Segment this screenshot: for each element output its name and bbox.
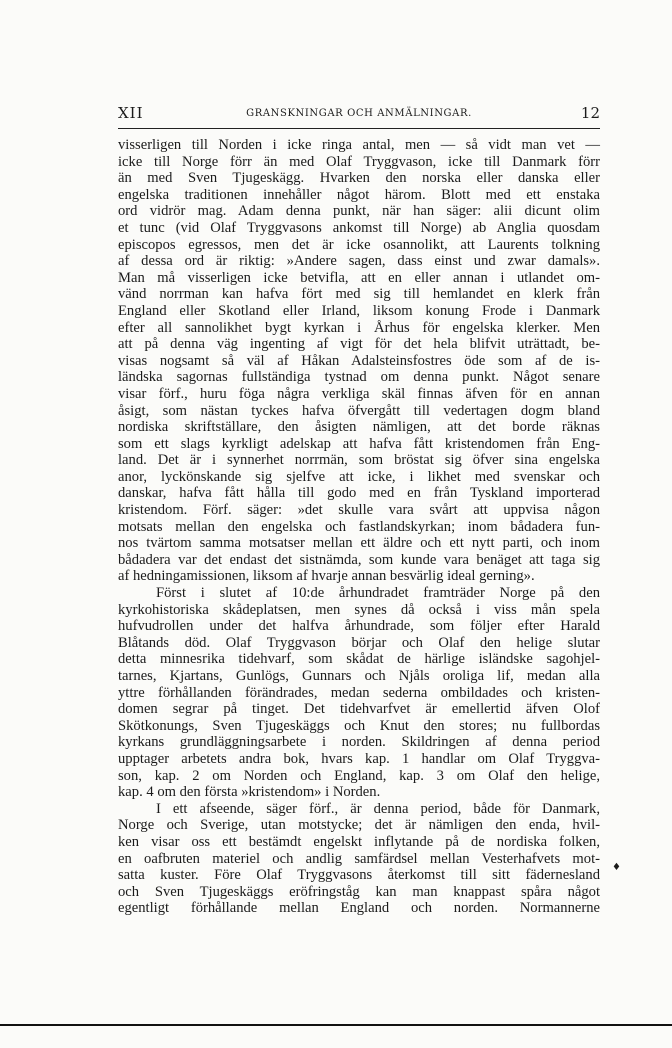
- text-line: engelska traditionen innehåller något härom. Blott med ett enstaka: [118, 186, 600, 203]
- page-roman-numeral: XII: [118, 104, 144, 122]
- body-text: [118, 137, 600, 917]
- margin-marker: ♦: [612, 862, 621, 873]
- text-line: kristendom. Förf. säger: »det skulle vara svårt att uppvisa någon: [118, 502, 600, 519]
- text-line: bådadera var det endast det sistnämda, som kunde vara benäget att taga sig: [118, 551, 600, 568]
- running-header: [118, 104, 600, 126]
- text-line: Skötkonungs, Sven Tjugeskäggs och Knut den stores; nu fullbordas: [118, 717, 600, 734]
- text-line: Blåtands död. Olaf Tryggvason börjar och Olaf den helige slutar: [118, 634, 600, 651]
- text-line: som ett slags kyrkligt adelskap att hafva fått kristendomen från Eng-: [118, 435, 600, 452]
- text-line: upptager arbetets andra bok, hvars kap. 1 handlar om Olaf Tryggva-: [118, 750, 600, 767]
- text-line: Först i slutet af 10:de århundradet framträder Norge på den: [156, 585, 600, 602]
- text-line: af hedningamissionen, liksom af hvarje annan besvärlig ideal gerning».: [118, 568, 535, 585]
- text-line: tarnes, Kjartans, Gunlögs, Gunnars och Njåls oroliga lif, medan alla: [118, 668, 600, 684]
- text-line: domen segrar på tinget. Det tidehvarfvet är emellertid äfven Olof: [118, 701, 600, 718]
- text-line: kyrkohistoriska skådeplatsen, men synes då också i viss mån spela: [118, 601, 600, 618]
- text-line: af dessa ord är riktig: »Andere sagen, dass einst und zwar damals».: [118, 253, 600, 270]
- text-line: ländska sagornas fullständiga tystnad om denna punkt. Något senare: [118, 369, 600, 386]
- page-edge-rule: [0, 1024, 672, 1026]
- text-line: ord vidrör mag. Adam denna punkt, när han säger: alii dicunt olim: [118, 203, 600, 220]
- text-line: nordiska skriftställare, den åsigten nämligen, att det borde räknas: [118, 419, 600, 436]
- text-line: motsats mellan den engelska och fastlandskyrkan; inom bådadera fun-: [118, 518, 600, 535]
- text-line: åsigt, som nästan tyckes hafva öfvergått till vedertagen dogm bland: [118, 402, 600, 419]
- text-line: kap. 4 om den första »kristendom» i Norden.: [118, 784, 381, 801]
- text-line: detta minnesrika tidehvarf, som skådat de härlige isländske sagohjel-: [118, 651, 600, 668]
- text-line: yttre förhållanden förändrades, medan sederna ombildades och kristen-: [118, 684, 600, 701]
- text-line: egentligt förhållande mellan England och norden. Normannerne: [118, 900, 600, 917]
- text-line: son, kap. 2 om Norden och England, kap. 3 om Olaf den helige,: [118, 767, 600, 784]
- page-number: 12: [580, 104, 600, 122]
- header-rule: [118, 128, 600, 129]
- text-line: nos tvärtom samma motsatser mellan ett äldre och ett nytt parti, och inom: [118, 535, 600, 552]
- text-line: en oafbruten materiel och andlig samfärdsel mellan Vesterhafvets mot-: [118, 850, 600, 867]
- text-line: danskar, hafva fått hålla till godo med en från Tyskland importerad: [118, 485, 600, 502]
- text-line: land. Det är i synnerhet norrmän, som bröstat sig öfver sina engelska: [118, 452, 600, 469]
- text-line: hufvudrollen under det halfva århundrade, som följer efter Harald: [118, 618, 600, 635]
- text-line: Norge och Sverige, utan motstycke; det är nämligen den enda, hvil-: [118, 817, 600, 834]
- text-line: vänd norrman kan hafva fört med sig till hemlandet en klerk från: [118, 286, 600, 303]
- text-line: episcopos egressos, men det är icke osannolikt, att Laurents tolkning: [118, 236, 600, 253]
- running-title: GRANSKNINGAR OCH ANMÄLNINGAR.: [246, 108, 472, 119]
- text-line: visas nogsamt så väl af Håkan Adalsteinsfostres öde som af de is-: [118, 352, 600, 369]
- text-line: och Sven Tjugeskäggs eröfringståg kan man knappast spåra något: [118, 883, 600, 900]
- text-line: kyrkans grundläggningsarbete i norden. Skildringen af denna period: [118, 734, 600, 751]
- text-line: ken visar oss ett bestämdt engelskt inflytande på de nordiska folken,: [118, 833, 600, 850]
- text-line: England eller Skotland eller Irland, liksom konung Frode i Danmark: [118, 302, 600, 319]
- text-line: satta kuster. Före Olaf Tryggvasons återkomst till sitt fädernesland: [118, 867, 600, 884]
- text-line: efter all sannolikhet bygt kyrkan i Århus för engelska klerker. Men: [118, 319, 600, 336]
- text-line: anor, lyckönskande sig sjelfve att icke, i likhet med svenskar och: [118, 468, 600, 485]
- text-line: icke till Norge förr än med Olaf Tryggvason, icke till Danmark förr: [118, 153, 600, 170]
- text-line: Man må visserligen icke betvifla, att en eller annan i utlandet om-: [118, 269, 600, 286]
- text-line: att på denna väg ingenting af vigt för det hela blifvit uträttadt, be-: [118, 336, 600, 353]
- text-line: visar förf., huru föga några verkliga skäl finnas äfven för en annan: [118, 385, 600, 402]
- text-line: visserligen till Norden i icke ringa antal, men — så vidt man vet —: [118, 137, 600, 153]
- text-line: än med Sven Tjugeskägg. Hvarken den norska eller danska eller: [118, 170, 600, 187]
- text-line: et tunc (vid Olaf Tryggvasons ankomst till Norge) ab Anglia quosdam: [118, 219, 600, 236]
- text-line: I ett afseende, säger förf., är denna period, både för Danmark,: [156, 800, 600, 817]
